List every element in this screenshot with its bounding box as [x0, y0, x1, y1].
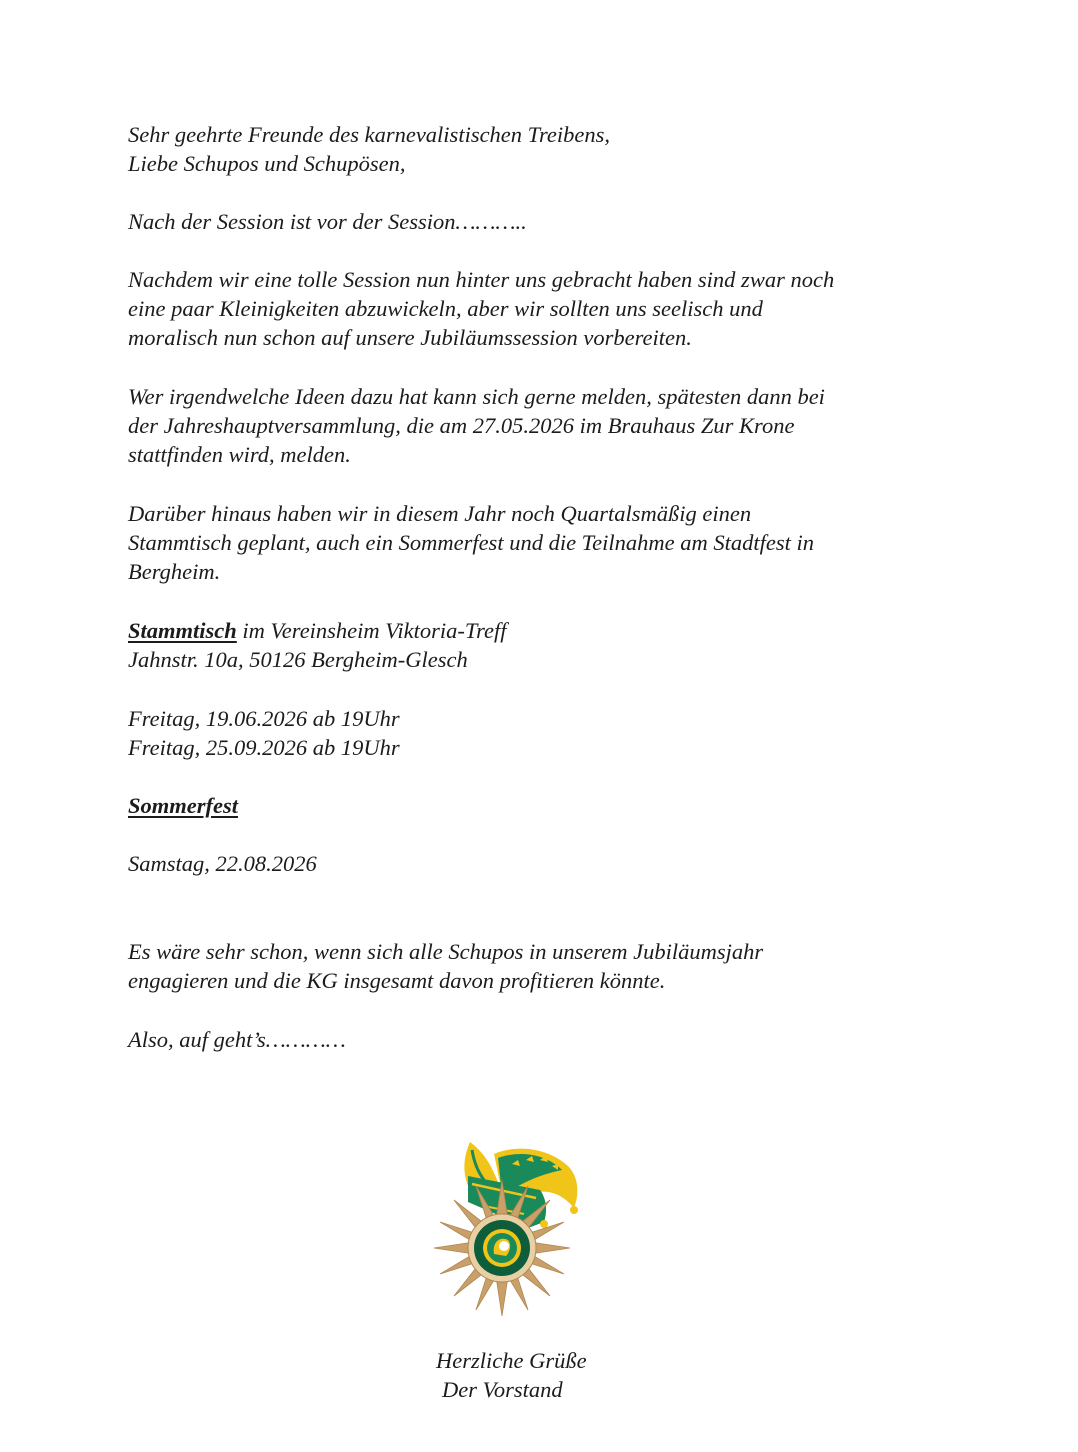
farewell-line: Also, auf geht’s………… — [128, 1027, 346, 1052]
star-badge-icon — [434, 1180, 570, 1316]
stammtisch-heading: Stammtisch — [128, 618, 237, 643]
sommerfest-heading: Sommerfest — [128, 793, 238, 818]
club-logo — [428, 1136, 584, 1320]
signoff-greeting: Herzliche Grüße — [436, 1348, 587, 1373]
greeting-line-2: Liebe Schupos und Schupösen, — [128, 151, 406, 176]
stammtisch-line — [128, 616, 507, 645]
paragraph3-line-1: Darüber hinaus haben wir in diesem Jahr noch Quartalsmäßig einen — [128, 501, 752, 526]
paragraph3-line-2: Stammtisch geplant, auch ein Sommerfest und die Teilnahme am Stadtfest in — [128, 530, 814, 555]
signoff-signature: Der Vorstand — [442, 1377, 563, 1402]
stammtisch-location: im Vereinsheim Viktoria-Treff — [236, 618, 507, 643]
paragraph1-line-2: eine paar Kleinigkeiten abzuwickeln, aber wir sollten uns seelisch und — [128, 296, 763, 321]
paragraph2-line-3: stattfinden wird, melden. — [128, 442, 351, 467]
paragraph2-line-1: Wer irgendwelche Ideen dazu hat kann sich gerne melden, spätesten dann bei — [128, 384, 825, 409]
opening-line: Nach der Session ist vor der Session……….. — [128, 209, 527, 234]
paragraph2-line-2: der Jahreshauptversammlung, die am 27.05.2026 im Brauhaus Zur Krone — [128, 413, 795, 438]
stammtisch-date-2: Freitag, 25.09.2026 ab 19Uhr — [128, 735, 400, 760]
paragraph1-line-1: Nachdem wir eine tolle Session nun hinter uns gebracht haben sind zwar noch — [128, 267, 835, 292]
stammtisch-date-1: Freitag, 19.06.2026 ab 19Uhr — [128, 706, 400, 731]
stammtisch-address: Jahnstr. 10a, 50126 Bergheim-Glesch — [128, 647, 468, 672]
sommerfest-date: Samstag, 22.08.2026 — [128, 851, 317, 876]
paragraph1-line-3: moralisch nun schon auf unsere Jubiläumssession vorbereiten. — [128, 325, 692, 350]
closing-line-1: Es wäre sehr schon, wenn sich alle Schupos in unserem Jubiläumsjahr — [128, 939, 764, 964]
jester-cap-icon — [464, 1142, 578, 1228]
closing-line-2: engagieren und die KG insgesamt davon profitieren könnte. — [128, 968, 666, 993]
greeting-line-1: Sehr geehrte Freunde des karnevalistischen Treibens, — [128, 122, 610, 147]
paragraph3-line-3: Bergheim. — [128, 559, 221, 584]
